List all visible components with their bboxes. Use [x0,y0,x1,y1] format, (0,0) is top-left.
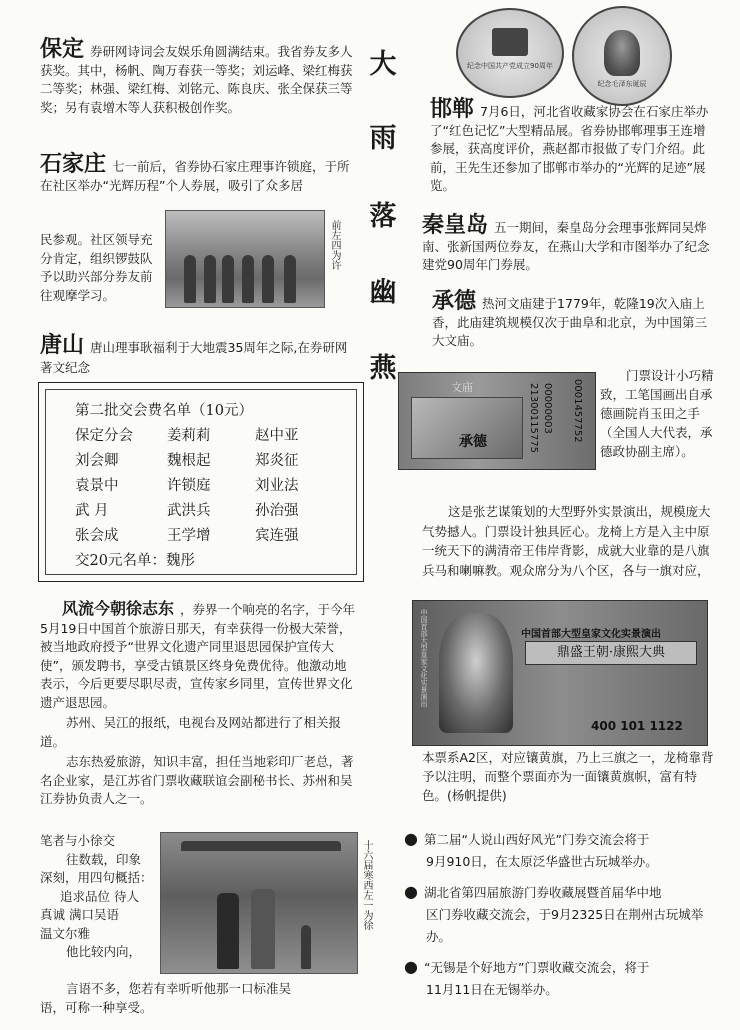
photo-person [284,255,296,303]
ticket-wenmiao-number: 21300115775 [528,383,539,453]
ticket-kangxi-header: 中国首部大型皇家文化实景演出 [521,629,661,640]
xuzhidong-para1: ，券界一个响亮的名字，于今年5月19日中国首个旅游日那天，有幸获得一份极大荣誉，被当地政府授予“世界文化遗产同里退思园保护宣传大使”，颁发聘书，享受古镇景区终身免费优待。他激动地表示，今后更要尽职尽责，宣传家乡同里，宣传世界文化遗产退思园。 [40,602,356,710]
ticket-kangxi [412,600,708,746]
xuzhidong-photo-caption: 十六届寒西左一为徐 [361,840,372,930]
stamp-party [456,8,564,98]
ticket-wenmiao [398,372,596,470]
stamp-party-label: 纪念中国共产党成立90周年 [467,62,553,70]
ticket-kangxi-left-text: 中国首部大型皇家文化实景演出 [420,609,428,707]
bullet-item: ● 湖北省第四届旅游门券收藏展暨首届华中地 区门券收藏交流会，于9月2325日在荆州古玩城举办。 [404,882,704,944]
photo-person [251,889,275,969]
ticket-wenmiao-label: 文庙 [451,381,473,394]
fee-list-box [38,382,364,582]
chengde-section [432,288,714,351]
party-emblem-icon [492,28,528,56]
handan-heading: 邯郸 [430,96,475,122]
fee-list-title: 第二批交会费名单（10元） [75,403,253,419]
bullet-dot-icon: ● [404,957,418,976]
qinhuangdao-text: 五一期间，秦皇岛分会理事张辉同吴烨南、张新国两位券友，在燕山大学和市图举办了纪念建党90周年门券展。 [422,220,710,272]
portrait-icon [604,30,640,76]
fee-list-row: 张会成 王学增 宾连强 [75,528,299,544]
show-text: 这是张艺谋策划的大型野外实景演出，规模庞大气势撼人。门票设计独具匠心。龙椅上方是入主中原一统天下的满清帝王伟岸背影，成就大业靠的是八旗兵马和喇嘛教。观众席分为八个区，各与一旗对应， [422,504,711,578]
handan-section [422,96,712,196]
baoding-section [40,36,358,117]
shijiazhuang-section [40,151,358,195]
baoding-heading: 保定 [40,36,85,62]
xuzhidong-heading: 风流今朝徐志东 [62,599,175,618]
chengde-text: 热河文庙建于1779年，乾隆19次入庙上香，此庙建筑规模仅次于曲阜和北京，为中国第三大文庙。 [432,296,708,348]
tangshan-heading: 唐山 [40,332,85,358]
chengde-heading: 承德 [432,288,477,314]
bullet-dot-icon: ● [404,882,418,901]
stamp-mao [572,6,672,106]
shijiazhuang-text-left: 民参观。社区领导充分肯定，组织锣鼓队予以助兴部分券友前往观摩学习。 [40,232,153,303]
photo-person [184,255,196,303]
ticket-wenmiao-side: 0001457752 [572,379,583,443]
fee-list-footer: 交20元名单：魏彤 [75,553,195,569]
bullet-item: ● 第二届“人说山西好风光”门券交流会将于 9月910日，在太原泛华盛世古玩城举办。 [404,829,658,869]
fee-list-row: 武 月 武洪兵 孙治强 [75,503,299,519]
ticket-wenmiao-stamp: 承德 [459,434,487,450]
tangshan-section [40,332,358,378]
qinhuangdao-section [422,212,712,275]
fee-list-row: 刘会卿 魏根起 郑炎征 [75,453,299,469]
baoding-text: 券研网诗词会友娱乐角圆满结束。我省券友多人获奖。其中，杨帆、陶万春获一等奖；刘运峰、梁红梅获二等奖；林强、梁红梅、刘铭元、陈良庆、张全保获三等奖；另有袁增木等人获积极创作奖。 [40,44,353,115]
ticket-wenmiao-serial: 00000003 [542,383,553,434]
photo-person [242,255,254,303]
shijiazhuang-text-top: 七一前后，省券协石家庄理事许锁庭，于所在社区举办“光辉历程”个人券展，吸引了众多居 [40,159,350,193]
bullet-dot-icon: ● [404,829,418,848]
shijiazhuang-heading: 石家庄 [40,151,107,177]
photo-person [262,255,274,303]
xuzhidong-para5: 言语不多，您若有幸听听他那一口标准吴 语，可称一种享受。 [40,981,292,1015]
photo-person [217,893,239,969]
stamp-mao-label: 纪念毛泽东诞辰 [597,80,647,88]
ticket-kangxi-caption: 本票系A2区，对应镶黄旗，乃上三旗之一，龙椅靠背予以注明，而整个票面亦为一面镶黄旗帜，富有特色。(杨帆提供) [422,750,714,803]
fee-list-row: 保定分会 姜莉莉 赵中亚 [75,428,299,444]
xuzhidong-para2: 苏州、吴江的报纸，电视台及网站都进行了相关报道。 [40,715,342,749]
handan-text: 7月6日，河北省收藏家协会在石家庄举办了“红色记忆”大型精品展。省券协邯郸理事王连增参展，获高度评价，燕赵都市报做了专门介绍。此前，王先生还参加了邯郸市举办的“光辉的足迹”展览。 [430,104,709,193]
xuzhidong-section [40,600,358,809]
photo-person [301,925,311,969]
ticket-kangxi-phone: 400 101 1122 [591,719,683,733]
tangshan-text: 唐山理事耿福利于大地震35周年之际,在券研网著文纪念 [40,340,348,375]
vertical-title: 大 雨 落 幽 燕 [369,49,397,384]
fee-list-row: 袁景中 许锁庭 刘业法 [75,478,299,494]
ticket-kangxi-throne [439,613,513,733]
bullet-list [404,828,716,1001]
bullet-item: ● “无锡是个好地方”门票收藏交流会，将于 11月11日在无锡举办。 [404,957,650,997]
xuzhidong-para4: 笔者与小徐交 往数载，印象 深刻，用四句概括： 追求品位 待人 真诚 满口吴语 温文尔雅 他比较内向， [40,833,153,959]
xuzhidong-para3: 志东热爱旅游，知识丰富，担任当地彩印厂老总，著名企业家，是江苏省门票收藏联谊会副秘书长、苏州和吴江券协负责人之一。 [40,754,354,806]
shijiazhuang-photo [165,210,325,308]
ticket-note: 门票设计小巧精致，工笔国画出自承德画院肖玉田之手（全国人大代表，承德政协副主席）。 [600,368,714,459]
qinhuangdao-heading: 秦皇岛 [422,212,489,238]
shijiazhuang-photo-caption: 前左四为许 [329,220,340,270]
ticket-kangxi-title: 鼎盛王朝·康熙大典 [525,641,697,665]
xuzhidong-photo [160,832,358,974]
photo-person [222,255,234,303]
photo-person [204,255,216,303]
